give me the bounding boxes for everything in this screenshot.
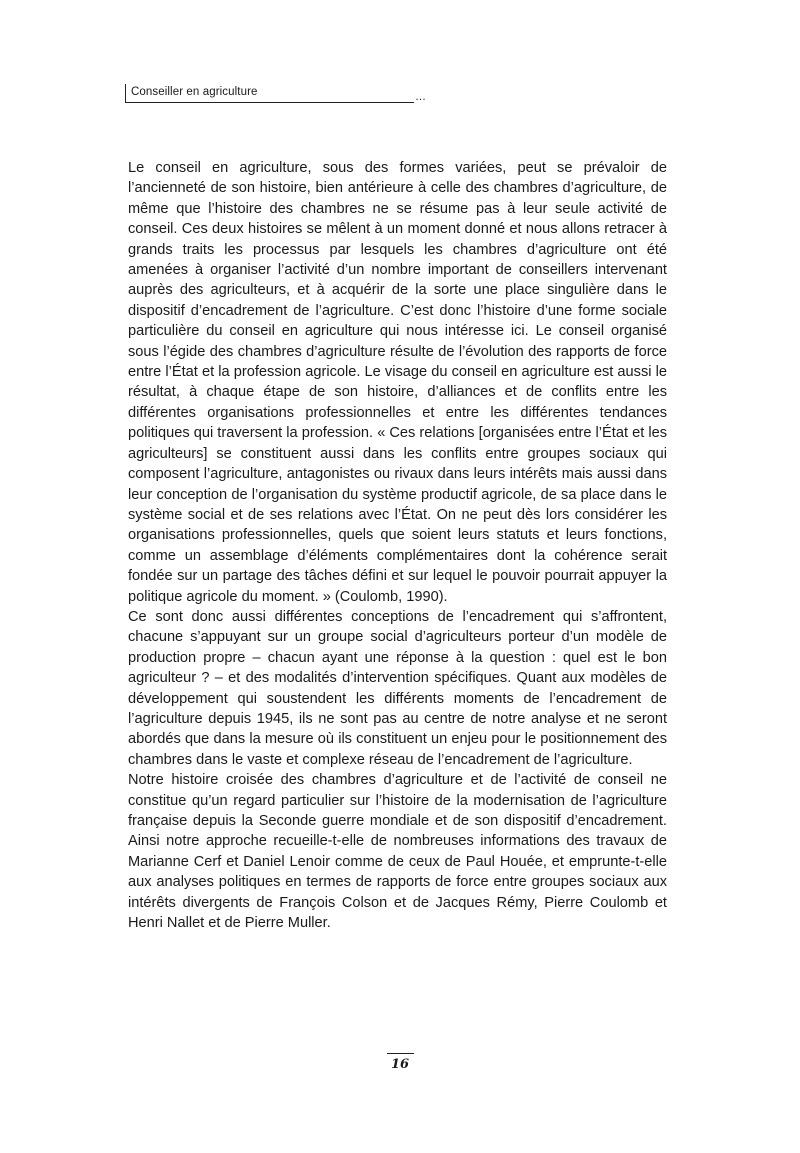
paragraph: Ce sont donc aussi différentes conceptions de l’encadrement qui s’affrontent, chacune s’appuyant sur un groupe social d’agriculteurs porteur d’un modèle de production propre – chacun ayant une réponse à la question : quel est le bon agriculteur ? – et des modalités d’intervention spécifiques. Quant aux modèles de développement qui soustendent les différents moments de l’encadrement de l’agriculture depuis 1945, ils ne sont pas au centre de notre analyse et ne seront abordés que dans la mesure où ils constituent un enjeu pour le positionnement des chambres dans le vaste et complexe réseau de l’encadrement de l’agriculture. bbox=[128, 608, 667, 768]
page-number-rule bbox=[387, 1053, 414, 1054]
header-rule-vertical bbox=[125, 84, 126, 103]
paragraph: Notre histoire croisée des chambres d’agriculture et de l’activité de conseil ne constitue qu’un regard particulier sur l’histoire de la modernisation de l’agriculture française depuis la Seconde guerre mondiale et de son dispositif d’encadrement. Ainsi notre approche recueille-t-elle de nombreuses informations des travaux de Marianne Cerf et Daniel Lenoir comme de ceux de Paul Houée, et emprunte-t-elle aux analyses politiques en termes de rapports de force entre groupes sociaux aux intérêts divergents de François Colson et de Jacques Rémy, Pierre Coulomb et Henri Nallet et de Pierre Muller. bbox=[128, 772, 667, 932]
paragraph: Le conseil en agriculture, sous des formes variées, peut se prévaloir de l’ancienneté de son histoire, bien antérieure à celle des chambres d’agriculture, de même que l’histoire des chambres ne se résume pas à leur seule activité de conseil. Ces deux histoires se mêlent à un moment donné et nous allons retracer à grands traits les processus par lesquels les chambres d’agriculture ont été amenées à organiser l’activité d’un nombre important de conseillers intervenant auprès des agriculteurs, et à acquérir de la sorte une place singulière dans le dispositif d’encadrement de l’agriculture. C’est donc l’histoire d’une forme sociale particulière du conseil en agriculture qui nous intéresse ici. Le conseil organisé sous l’égide des chambres d’agriculture résulte de l’évolution des rapports de force entre l’État et la profession agricole. Le visage du conseil en agriculture est aussi le résultat, à chaque étape de son histoire, d’alliances et de conflits entre les différentes organisations professionnelles et entre les différentes tendances politiques qui traversent la profession. « Ces relations [organisées entre l’État et les agriculteurs] se constituent aussi dans les conflits entre groupes sociaux qui composent l’agriculture, antagonistes ou rivaux dans leurs intérêts mais aussi dans leur conception de l’organisation du système productif agricole, de sa place dans le système social et de ses relations avec l’État. On ne peut dès lors considérer les organisations professionnelles, quels que soient leurs statuts et leurs fonctions, comme un assemblage d’éléments complémentaires dont la cohérence serait fondée sur un partage des tâches défini et sur lequel le pouvoir pourrait appuyer la politique agricole du moment. » (Coulomb, 1990). bbox=[128, 160, 667, 605]
running-header-title: Conseiller en agriculture bbox=[131, 86, 258, 98]
page-number: 16 bbox=[390, 1057, 410, 1072]
header-rule-horizontal bbox=[125, 102, 414, 103]
running-header bbox=[125, 84, 425, 104]
header-ellipsis: … bbox=[415, 91, 426, 103]
body-text bbox=[128, 158, 667, 933]
